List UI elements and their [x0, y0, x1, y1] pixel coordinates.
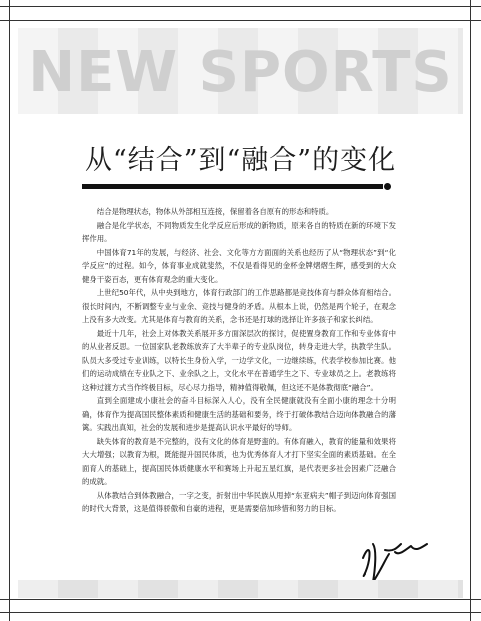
paragraph: 中国体育71年的发展，与经济、社会、文化等方方面面的关系也经历了从“物理状态”到“化学反应”的过程。如今，体育事业成就斐然，不仅是看得见的金杯金牌熠熠生辉，感受到的大众健身干姿百态，更有体育观念的重大变化。 — [82, 247, 396, 284]
banner-text: NEW SPORTS — [28, 40, 453, 105]
top-border-line-1 — [0, 6, 481, 7]
paragraph: 融合是化学状态，不同物质发生化学反应后形成的新物质，原来各自的特质在新的环境下发挥作用。 — [82, 220, 396, 243]
top-border-line-2 — [0, 20, 481, 21]
bottom-border-line-2 — [0, 612, 481, 613]
paragraph: 结合是物理状态，物体从外部相互连接，保留着各自原有的形态和特质。 — [96, 207, 334, 216]
paragraph: 从体教结合到体教融合，一字之变，折射出中华民族从甩掉“东亚病夫”帽子到迈向体育强国的时代大背景，这是值得骄傲和自豪的进程，更是需要倍加珍惜和努力的目标。 — [82, 490, 396, 513]
paragraph: 最近十几年，社会上对体教关系展开多方面深层次的探讨，促使置身教育工作和专业体育中的从业者反思。一位国家队老教练放弃了大半辈子的专业队岗位，转身走进大学，执教学生队。队员大多受过专业训练，以特长生身份入学，一边学文化，一边继续练，代表学校参加比赛。他们的运动成绩在专业队之下、业余队之上，文化水平在普通学生之下、专业球员之上。老教练将这种过渡方式当作终极目标，尽心尽力指导，精神值得敬佩，但这还不是体教彻底“融合”。 — [82, 328, 396, 392]
title-rule-dot — [384, 183, 391, 190]
title-rule — [82, 184, 383, 189]
paragraph: 上世纪50年代，从中央到地方，体育行政部门的工作思路都是竞技体育与群众体育相结合。很长时间内，不断调整专业与业余、竞技与健身的矛盾。从根本上说，仍然是两个轮子，在观念上没有多大改变。尤其是体育与教育的关系，念书还是打球的选择让许多孩子和家长纠结。 — [82, 288, 396, 324]
bottom-border-line-1 — [0, 599, 481, 600]
paragraph: 缺失体育的教育是不完整的，没有文化的体育是野蛮的。有体育融入，教育的能量和效果将大大增强；以教育为根，既能提升国民体质，也为优秀体育人才打下坚实全面的素质基础。在全面育人的基础上，提高国民体质健康水平和赛场上升起五星红旗，是代表更多社会因素广泛融合的成就。 — [82, 436, 396, 486]
paragraph: 直到全面建成小康社会的奋斗目标深入人心，没有全民健康就没有全面小康的理念十分明确，体育作为提高国民整体素质和健康生活的基础和要务，终于打破体教结合迈向体教融合的藩篱。实践出真知，社会的发展和进步是提高认识水平最好的导师。 — [82, 396, 396, 432]
article-title: 从“结合”到“融合”的变化 — [84, 145, 397, 176]
footer-stripe-background — [18, 580, 463, 598]
article-body — [82, 205, 396, 516]
